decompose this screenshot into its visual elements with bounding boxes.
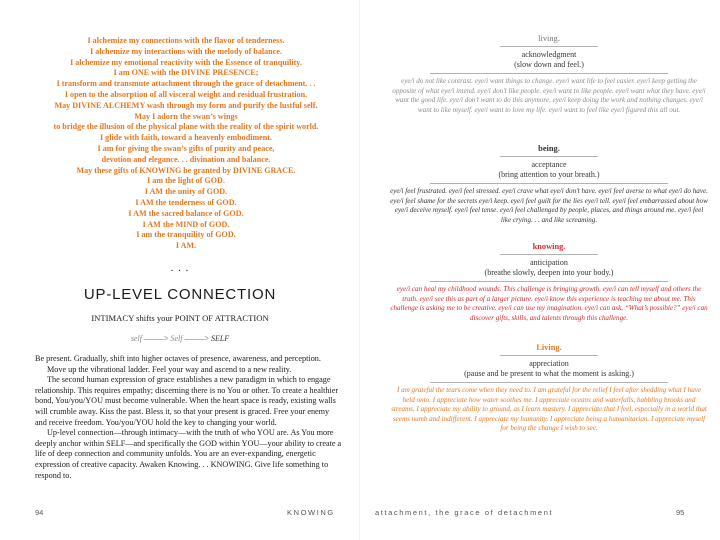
body-text [35, 354, 342, 481]
flow-self: self [130, 334, 142, 343]
poem-line: I alchemize my connections with the flavor of tenderness. [87, 36, 285, 45]
section-heading: knowing. [532, 242, 566, 251]
divider-long: —————————————————————————————————— [430, 70, 668, 77]
body-paragraph: Be present. Gradually, shift into higher octaves of presence, awareness, and perception. [35, 354, 321, 363]
section-instruction: (slow down and feel.) [514, 60, 584, 69]
poem-line: I am the tranquility of GOD. [136, 230, 236, 240]
body-paragraph: Move up the vibrational ladder. Feel your way and ascend to a new reality. [47, 364, 292, 374]
divider-long: —————————————————————————————————— [430, 379, 668, 386]
section-heading: being. [538, 144, 560, 153]
section-break-ellipsis: . . . [170, 262, 190, 274]
poem-line: devotion and elegance. . . divination and balance. [101, 154, 271, 164]
reflection-section-living-capital [390, 343, 708, 434]
section-label: anticipation [530, 258, 568, 267]
section-label: acknowledgment [521, 50, 577, 59]
section-subtitle: INTIMACY shifts your POINT OF ATTRACTION [91, 313, 269, 323]
reflection-section-living [390, 34, 708, 115]
running-head-right: attachment, the grace of detachment [375, 508, 554, 517]
section-heading: Living. [536, 343, 562, 352]
divider-short: —————————————— [500, 43, 598, 50]
poem-line: I am ONE with the DIVINE PRESENCE; [113, 68, 259, 78]
flow-self-capital: Self [170, 334, 183, 343]
poem-line: May DIVINE ALCHEMY wash through my form and purify the lustful self. [54, 100, 318, 110]
divider-long: —————————————————————————————————— [430, 180, 668, 187]
poem-line: I AM the sacred balance of GOD. [128, 208, 244, 218]
right-page [360, 0, 720, 540]
poem-line: I am the light of GOD. [147, 176, 225, 186]
self-flow-line [0, 334, 360, 343]
poem-line: I transform and transmute attachment through the grace of detachment. . . [56, 79, 316, 89]
poem-line: I alchemize my interactions with the melody of balance. [90, 46, 282, 56]
poem-line: I alchemize my emotional reactivity with the Essence of tranquility. [70, 57, 302, 67]
poem-line: May I adorn the swan’s wings [134, 111, 238, 121]
divider-short: —————————————— [500, 153, 598, 160]
poem-line: I glide with faith, toward a heavenly embodiment. [100, 133, 272, 143]
reflection-text: eye/i can heal my childhood wounds. This challenge is bringing growth. eye/i can tell myself and others the truth. eye/i see this as part of a larger picture. eye/i know this experience is teaching me about me. This challenge is asking me to be creative. eye/i can use my imagination. eye/i can ask, “What’s possible?” eye/i can discover gifts, skills, and talents through this challenge. [390, 285, 708, 322]
flow-self-upper: SELF [210, 334, 230, 343]
section-instruction: (pause and be present to what the moment is asking.) [464, 369, 634, 378]
section-label: appreciation [529, 359, 569, 368]
section-title: UP-LEVEL CONNECTION [83, 286, 277, 303]
body-paragraph: The second human expression of grace establishes a new paradigm in which to engage relationship. This requires empathy; discerning there is no You or other. To create a healthier bond, You/you/YOU must become vulnerable. When the heart space is ready, existing walls will crumble away. Kiss the past. Bless it, so that your present is graced. Free your enemy and receive freedom. You/you/YOU hold the key to changing your world. [35, 375, 339, 427]
divider-short: —————————————— [500, 251, 598, 258]
reflection-text: eye/i do not like contrast. eye/i want things to change. eye/i want life to feel easier. eye/i keep getting the opposite of what eye/i intend. eye/i don’t like people. eye/i want to like people. eye/i want what they have. eye/i want the good life. eye/i don’t want to do this anymore. eye/i keep doing the work and nothing changes. eye/i want to like myself. eye/i want to love my life. eye/i want to feel like eye/i figured this all out. [392, 77, 706, 114]
page-number-left: 94 [35, 508, 44, 517]
poem-line: I AM. [175, 241, 197, 251]
page-number-right: 95 [676, 508, 685, 517]
flow-arrow: ——–> [182, 334, 211, 343]
reflection-section-being [390, 144, 708, 225]
poem-line: May these gifts of KNOWING be granted by DIVINE GRACE. [76, 165, 296, 175]
divider-short: —————————————— [500, 352, 598, 359]
section-heading: living. [538, 34, 560, 43]
reflection-text: eye/i feel frustrated. eye/i feel stressed. eye/i crave what eye/i don’t have. eye/i feel averse to what eye/i do have. eye/i feel shame for the secrets eye/i keep. eye/i feel guilt for the lies eye/i tell. eye/i feel embarrassed about how eye/i deceive myself. eye/i feel tense. eye/i feel challenged by people, places, and things around me. eye/i feel like crying. . . and like screaming. [390, 187, 708, 224]
section-instruction: (breathe slowly, deepen into your body.) [484, 268, 614, 277]
poem-line: I AM the MIND of GOD. [142, 219, 230, 229]
poem-line: I AM the unity of GOD. [144, 187, 228, 197]
reflection-text: I am grateful the tears come when they need to. I am grateful for the relief I feel after shedding what I have held onto. I appreciate how water soothes me. I appreciate oceans and waterfalls, babbling brooks and streams. I appreciate my ability to ground, as I learn mastery. I appreciate that I feel, especially in a world that seems numb and indifferent. I appreciate my humanity. I appreciate being a humanitarian. I appreciate myself for being the change I wish to see. [391, 386, 707, 432]
running-head-left: KNOWING [287, 508, 335, 517]
poem-line: I am for giving the swan’s gifts of purity and peace, [97, 143, 275, 153]
affirmation-poem [28, 36, 344, 252]
section-instruction: (bring attention to your breath.) [498, 170, 600, 179]
section-label: acceptance [531, 160, 567, 169]
reflection-section-knowing [390, 242, 708, 323]
poem-line: I open to the absorption of all visceral weight and residual frustration. [64, 89, 308, 99]
body-paragraph: Up-level connection—through intimacy—with the truth of who YOU are. As You more deeply anchor within SELF—and specifically the GOD within YOU—your ability to create a life of deep connection and community unfolds. You are an ever-expanding, energetic expression of creative capacity. Awaken Knowing. . . KNOWING. Give life something to respond to. [35, 428, 342, 480]
poem-line: to bridge the illusion of the physical plane with the reality of the spirit world. [53, 122, 319, 132]
divider-long: —————————————————————————————————— [430, 278, 668, 285]
flow-arrow: ——–> [141, 334, 171, 343]
poem-line: I AM the tenderness of GOD. [135, 197, 237, 207]
